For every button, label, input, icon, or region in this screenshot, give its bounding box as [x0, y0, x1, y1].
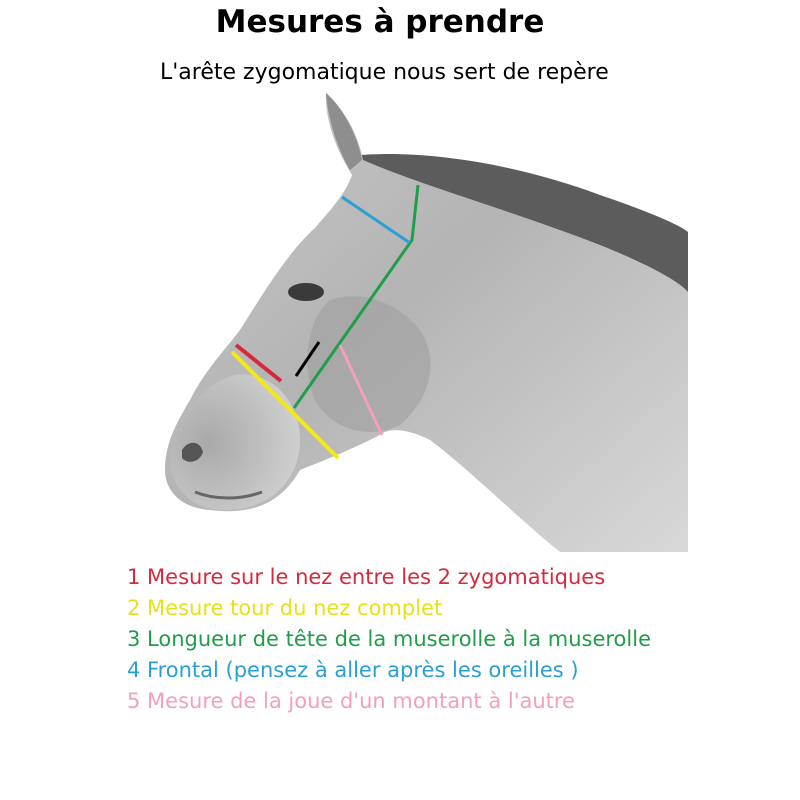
legend [127, 562, 747, 717]
legend-item-1: 1 Mesure sur le nez entre les 2 zygomatiques [127, 565, 606, 589]
eye [288, 283, 324, 301]
legend-item-3: 3 Longueur de tête de la muserolle à la muserolle [127, 627, 651, 651]
ear [326, 93, 362, 170]
page-subtitle: L'arête zygomatique nous sert de repère [160, 60, 609, 85]
legend-item-5: 5 Mesure de la joue d'un montant à l'autre [127, 689, 575, 713]
page-title: Mesures à prendre [215, 4, 545, 40]
legend-item-4: 4 Frontal (pensez à aller après les oreilles ) [127, 658, 579, 682]
horse-head-photo [165, 93, 688, 552]
legend-item-2: 2 Mesure tour du nez complet [127, 596, 443, 620]
